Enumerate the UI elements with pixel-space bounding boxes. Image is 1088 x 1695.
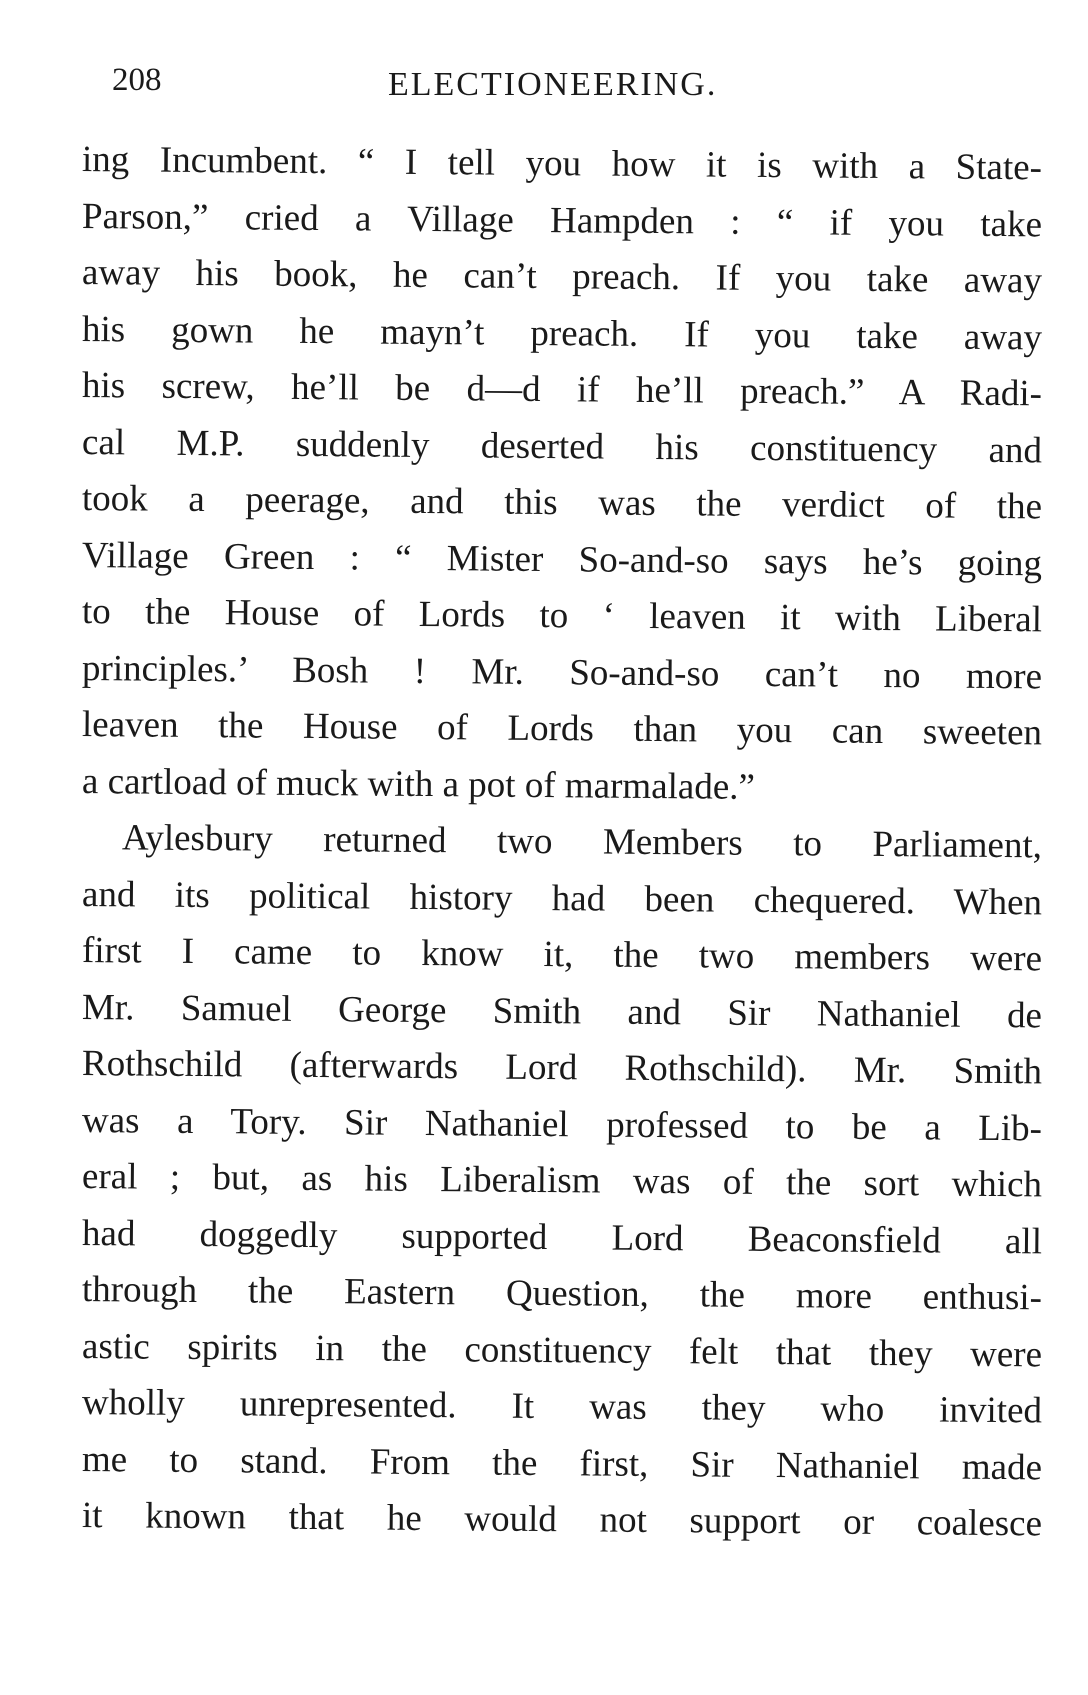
text-line: had doggedly supported Lord Beaconsfield all — [81, 1212, 1043, 1262]
text-line: Aylesbury returned two Members to Parliament, — [121, 817, 1043, 867]
body-text — [82, 132, 1042, 1545]
text-line: principles.’ Bosh ! Mr. So-and-so can’t no more — [81, 647, 1043, 697]
text-line: leaven the House of Lords than you can sweeten — [81, 704, 1043, 754]
text-line: ing Incumbent. “ I tell you how it is with a State- — [81, 139, 1043, 189]
text-line: his screw, he’ll be d—d if he’ll preach.” A Radi- — [81, 365, 1043, 415]
text-line: and its political history had been chequered. When — [81, 873, 1043, 923]
page-header — [112, 62, 972, 112]
text-line: Village Green : “ Mister So-and-so says he’s going — [81, 534, 1043, 584]
text-line: was a Tory. Sir Nathaniel professed to be a Lib- — [81, 1099, 1043, 1149]
text-line: took a peerage, and this was the verdict of the — [81, 478, 1043, 528]
text-line: astic spirits in the constituency felt that they were — [81, 1325, 1043, 1375]
text-line: cal M.P. suddenly deserted his constituency and — [81, 421, 1043, 471]
text-line: a cartload of muck with a pot of marmalade.” — [81, 760, 756, 808]
text-line: Mr. Samuel George Smith and Sir Nathaniel de — [81, 986, 1043, 1036]
text-line: it known that he would not support or coalesce — [81, 1495, 1043, 1545]
text-line: wholly unrepresented. It was they who invited — [81, 1382, 1043, 1432]
text-line: his gown he mayn’t preach. If you take away — [81, 308, 1043, 358]
text-line: first I came to know it, the two members were — [81, 930, 1043, 980]
text-line: Rothschild (afterwards Lord Rothschild). Mr. Smith — [81, 1043, 1043, 1093]
text-line: eral ; but, as his Liberalism was of the sort which — [81, 1156, 1043, 1206]
text-line: me to stand. From the first, Sir Nathaniel made — [81, 1438, 1043, 1488]
text-line: away his book, he can’t preach. If you take away — [81, 252, 1043, 302]
running-head: ELECTIONEERING. — [388, 66, 718, 103]
page-number: 208 — [112, 62, 162, 98]
text-line: through the Eastern Question, the more enthusi- — [81, 1269, 1043, 1319]
text-line: to the House of Lords to ‘ leaven it with Liberal — [81, 591, 1043, 641]
text-line: Parson,” cried a Village Hampden : “ if you take — [81, 195, 1043, 245]
